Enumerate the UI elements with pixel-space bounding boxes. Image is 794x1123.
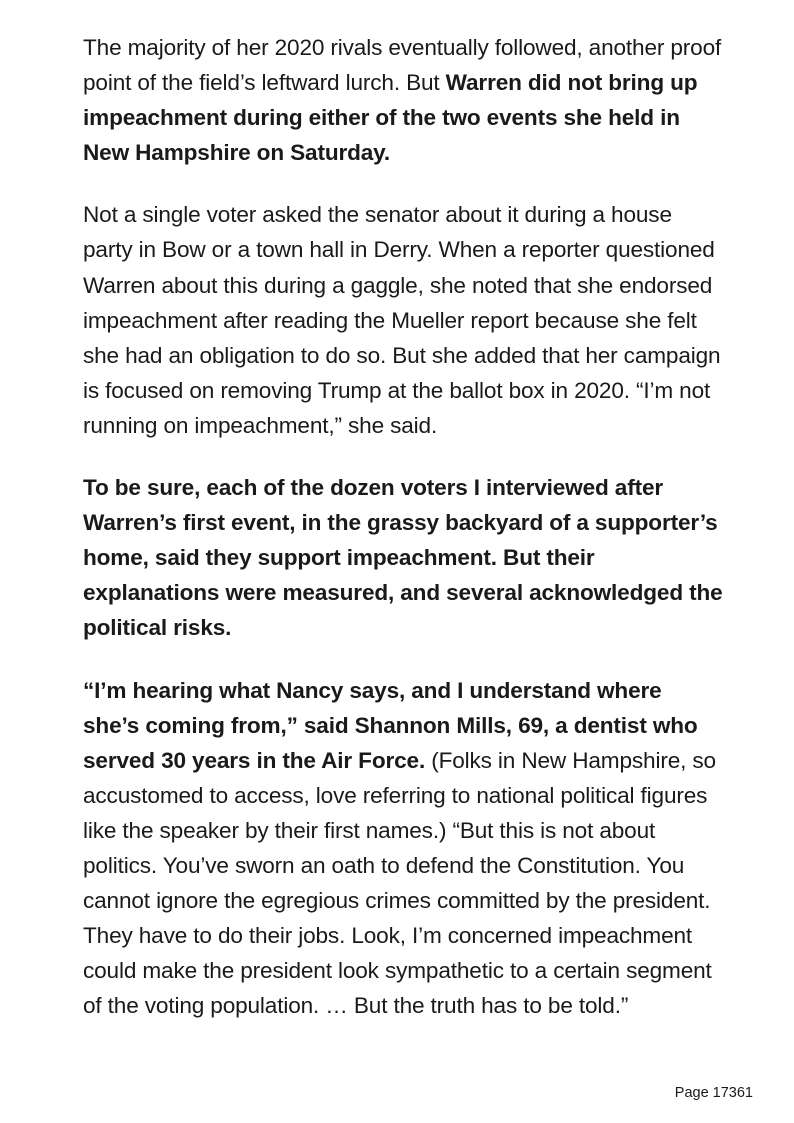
- paragraph-4-bold: “I’m hearing what Nancy says, and I understand where she’s coming from,” said Shannon Mills, 69, a dentist who served 30 years in the Air Force.: [83, 677, 698, 773]
- paragraph-3: [83, 470, 723, 645]
- paragraph-1: [83, 30, 723, 170]
- paragraph-1-text: The majority of her 2020 rivals eventually followed, another proof point of the field’s leftward lurch. But: [83, 35, 722, 96]
- article-body: [83, 30, 723, 1023]
- paragraph-3-bold: To be sure, each of the dozen voters I interviewed after Warren’s first event, in the grassy backyard of a supporter’s home, said they support impeachment. But their explanations were measured, and several acknowledged the political risks.: [83, 475, 723, 641]
- paragraph-4-text: (Folks in New Hampshire, so accustomed to access, love referring to national political figures like the speaker by their first names.) “But this is not about politics. You’ve sworn an oath to defend the Constitution. You cannot ignore the egregious crimes committed by the president. They have to do their jobs. Look, I’m concerned impeachment could make the president look sympathetic to a certain segment of the voting population. … But the truth has to be told.”: [83, 747, 716, 1019]
- paragraph-4: [83, 673, 723, 1024]
- paragraph-1-bold: Warren did not bring up impeachment during either of the two events she held in New Hampshire on Saturday.: [83, 70, 698, 166]
- page-number: Page 17361: [674, 1085, 753, 1101]
- paragraph-2: Not a single voter asked the senator about it during a house party in Bow or a town hall in Derry. When a reporter questioned Warren about this during a gaggle, she noted that she endorsed impeachment after reading the Mueller report because she felt she had an obligation to do so. But she added that her campaign is focused on removing Trump at the ballot box in 2020. “I’m not running on impeachment,” she said.: [83, 202, 721, 438]
